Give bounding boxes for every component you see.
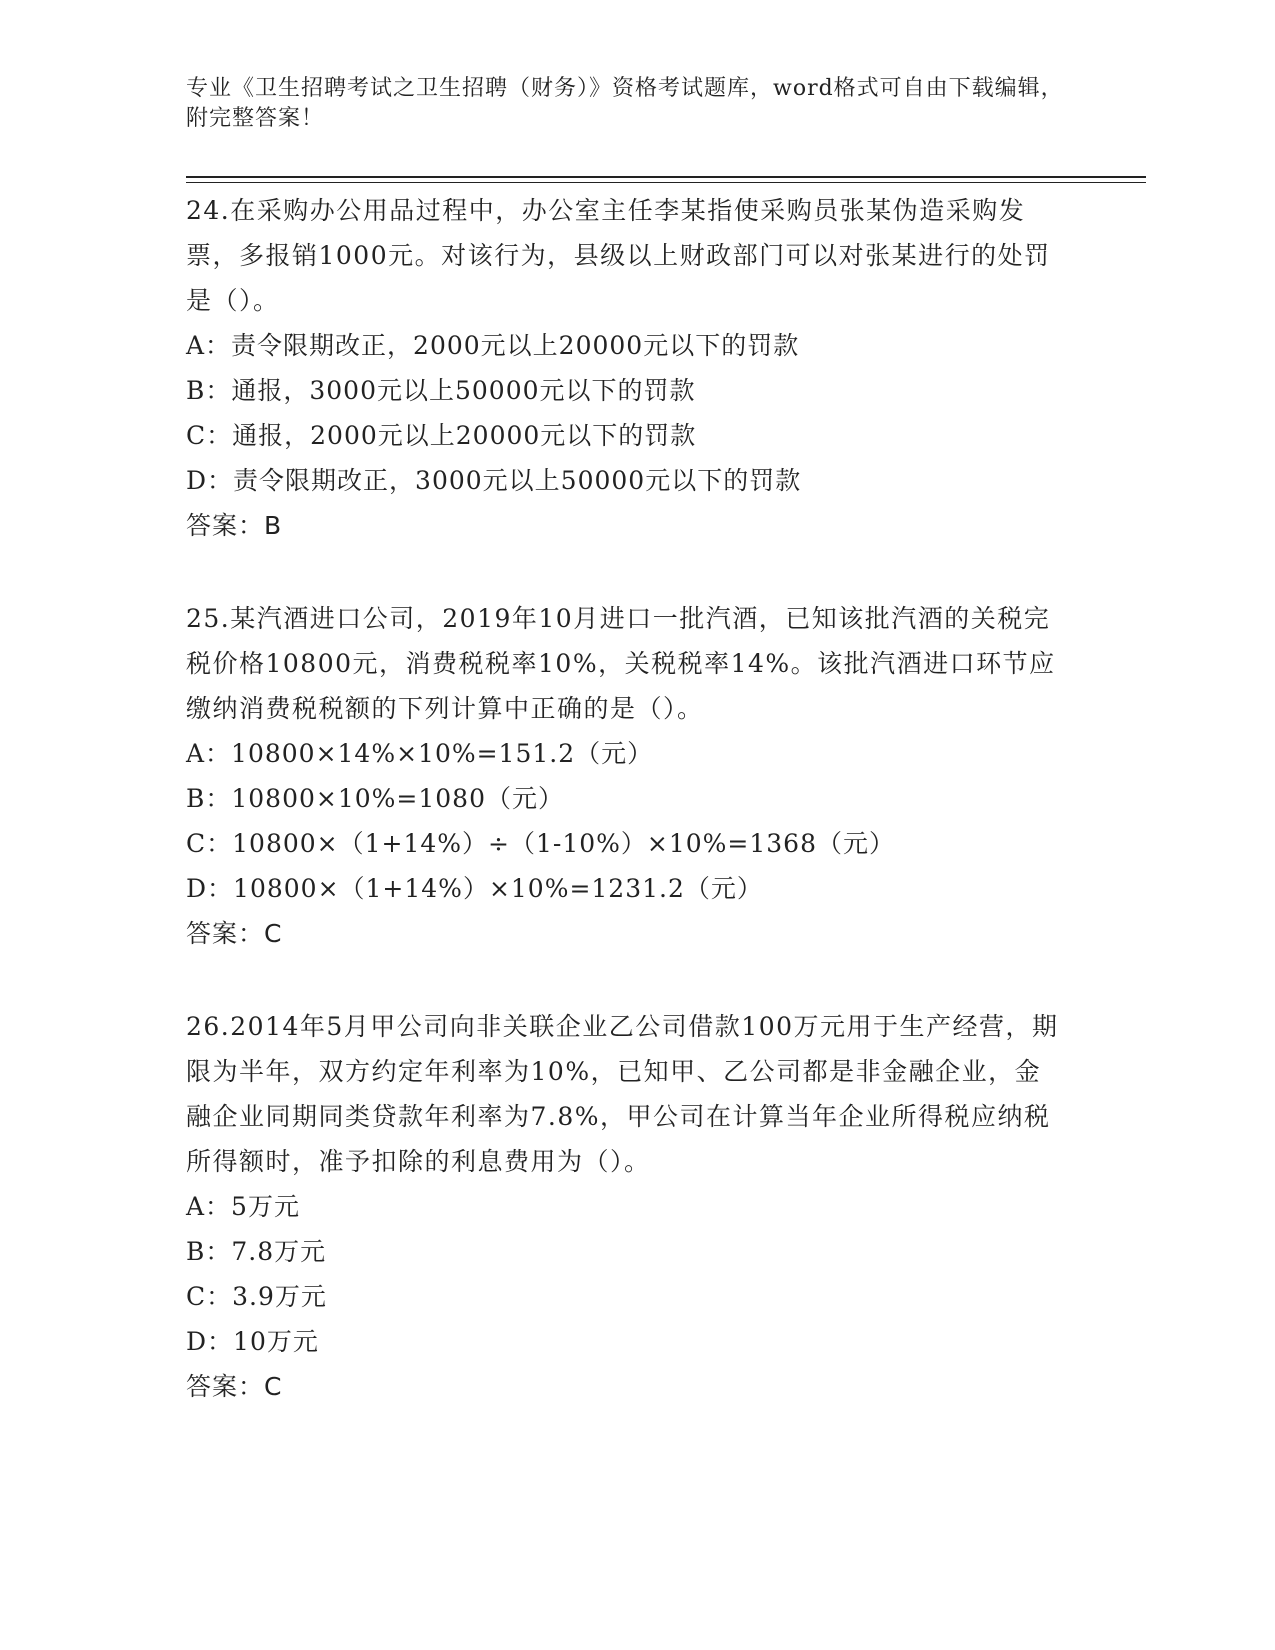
question-list [186,188,1066,1457]
option-d: D：10万元 [186,1327,319,1356]
header-divider-thick [186,176,1146,178]
header-divider-thin [186,182,1146,183]
question-26 [186,1004,1066,1409]
option-c: C：10800×（1+14%）÷（1-10%）×10%=1368（元） [186,829,895,858]
option-d: D：责令限期改正，3000元以上50000元以下的罚款 [186,466,802,495]
option-c: C：通报，2000元以上20000元以下的罚款 [186,421,697,450]
option-d: D：10800×（1+14%）×10%=1231.2（元） [186,874,763,903]
question-24 [186,188,1066,548]
question-stem: 25.某汽酒进口公司，2019年10月进口一批汽酒，已知该批汽酒的关税完税价格10800元，消费税税率10%，关税税率14%。该批汽酒进口环节应缴纳消费税税额的下列计算中正确的是（）。 [186,604,1056,723]
option-b: B：7.8万元 [186,1237,327,1266]
answer-line: 答案：C [186,919,283,948]
answer-line: 答案：C [186,1372,283,1401]
option-b: B：通报，3000元以上50000元以下的罚款 [186,376,696,405]
document-header: 专业《卫生招聘考试之卫生招聘（财务）》资格考试题库，word格式可自由下载编辑，附完整答案！ [186,76,1064,131]
question-stem: 26.2014年5月甲公司向非关联企业乙公司借款100万元用于生产经营，期限为半年，双方约定年利率为10%，已知甲、乙公司都是非金融企业，金融企业同期同类贷款年利率为7.8%，甲公司在计算当年企业所得税应纳税所得额时，准予扣除的利息费用为（）。 [186,1012,1059,1176]
question-stem: 24.在采购办公用品过程中，办公室主任李某指使采购员张某伪造采购发票，多报销1000元。对该行为，县级以上财政部门可以对张某进行的处罚是（）。 [186,196,1051,315]
option-c: C：3.9万元 [186,1282,327,1311]
option-a: A：10800×14%×10%=151.2（元） [186,739,654,768]
option-a: A：5万元 [186,1192,300,1221]
option-b: B：10800×10%=1080（元） [186,784,564,813]
answer-line: 答案：B [186,511,283,540]
option-a: A：责令限期改正，2000元以上20000元以下的罚款 [186,331,800,360]
question-25 [186,596,1066,956]
